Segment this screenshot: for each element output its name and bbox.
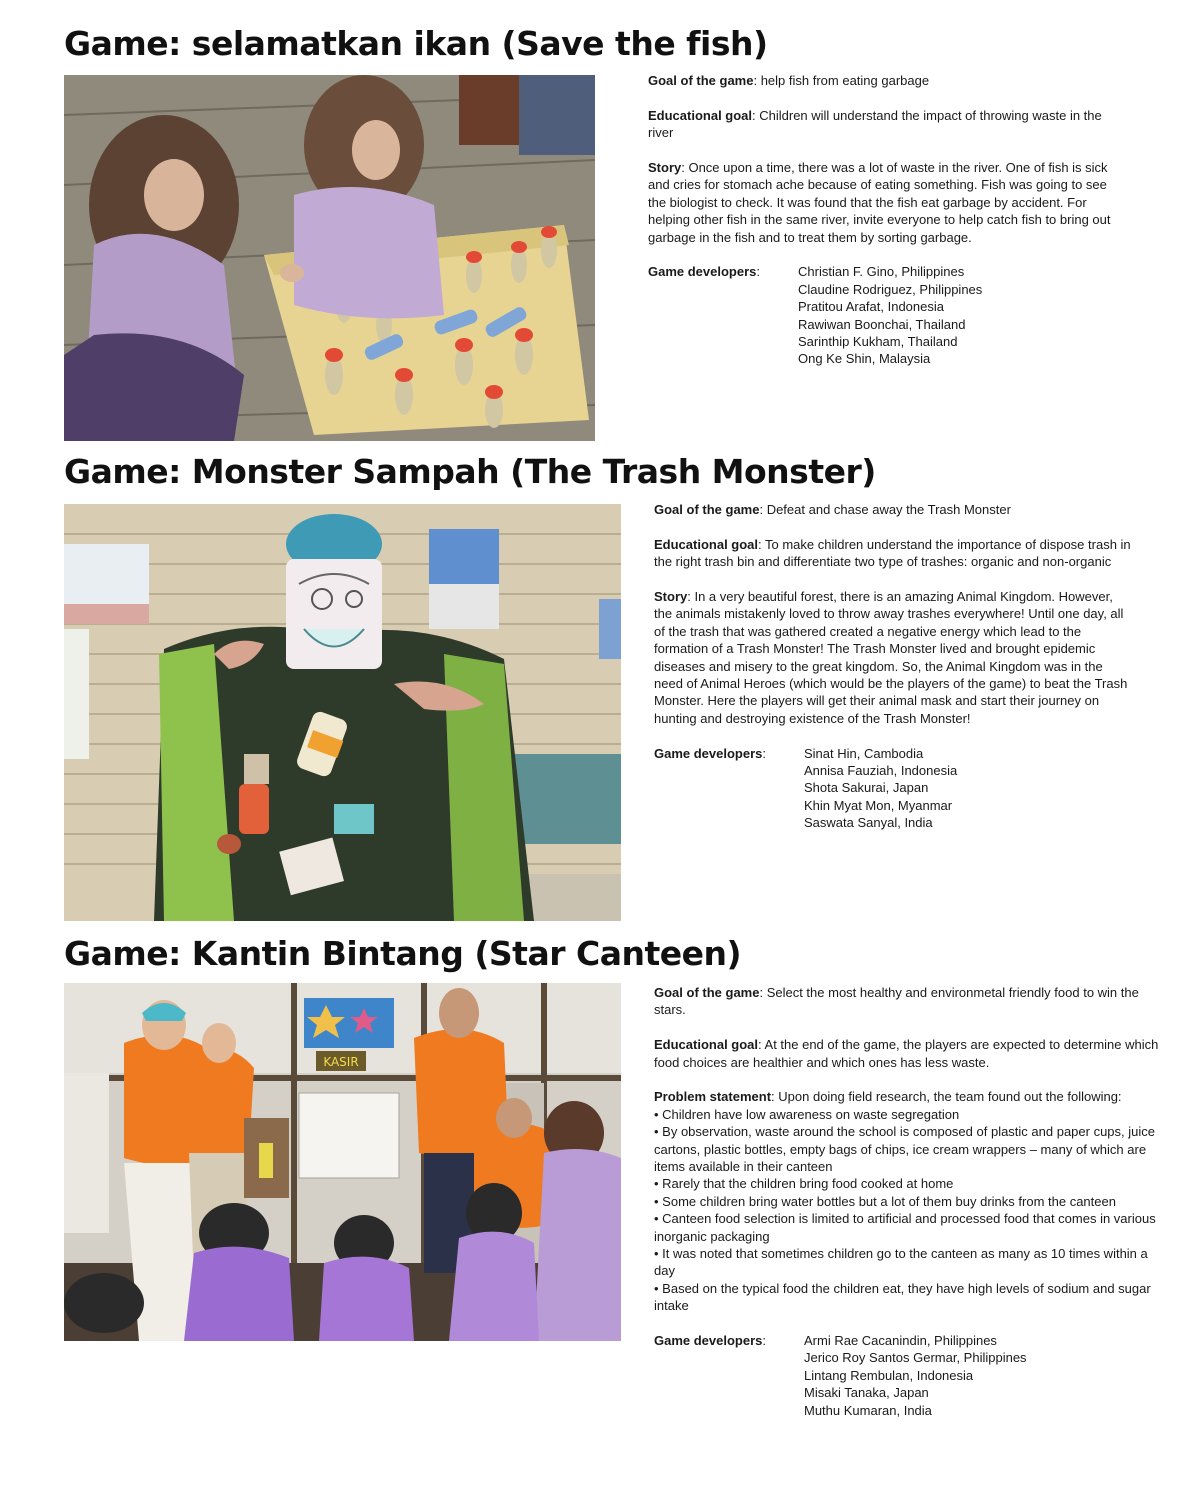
developer-name: Lintang Rembulan, Indonesia [804,1367,974,1383]
goal-label: Goal of the game [654,502,760,517]
goal-text: : Defeat and chase away the Trash Monster [759,502,1011,517]
goal-text: : Select the most healthy and environmetal friendly food to win the stars. [654,985,1139,1018]
developer-name: Saswata Sanyal, India [804,815,933,831]
story-text: : Once upon a time, there was a lot of waste in the river. One of fish is sick and cries for stomach ache because of eating something. Fish was going to see the biologist to check. It was found that the fish eat garbage by accident. For helping other fish in the same river, invite everyone to help catch fish to bring out garbage in the fish and to treat them by sorting garbage. [648,160,1111,245]
game-3-photo [64,983,621,1341]
game-1-description [648,72,1128,368]
developers-label: Game developers [654,1333,763,1349]
story-label: Story [648,160,682,175]
game-2-title: Game: Monster Sampah (The Trash Monster) [64,452,876,491]
educational-goal-label: Educational goal [648,107,753,123]
educational-goal-text: : To make children understand the importance of dispose trash in the right trash bin and differentiate two type of trashes: organic and non-organic [654,536,1131,570]
developer-name: Rawiwan Boonchai, Thailand [798,316,966,332]
developer-name: Misaki Tanaka, Japan [804,1385,929,1401]
game-3-description [654,984,1166,1419]
problem-statement-label: Problem statement [654,1089,772,1105]
developers-block [654,745,1134,832]
kasir-sign-text: KASIR [323,1055,359,1069]
bullet-item: • Rarely that the children bring food cooked at home [654,1176,954,1192]
game-2-photo [64,504,621,921]
developer-name: Sinat Hin, Cambodia [804,745,924,761]
story-label: Story [654,589,688,604]
developers-label: Game developers [648,264,757,280]
bullet-item: • Some children bring water bottles but a lot of them buy drinks from the canteen [654,1193,1116,1209]
game-3-title: Game: Kantin Bintang (Star Canteen) [64,934,742,973]
bullet-item: • Based on the typical food the children eat, they have high levels of sodium and sugar intake [654,1280,1151,1314]
educational-goal-label: Educational goal [654,1037,759,1053]
developer-name: Pratitou Arafat, Indonesia [798,299,944,315]
developer-name: Ong Ke Shin, Malaysia [798,351,931,367]
bullet-item: • By observation, waste around the school is composed of plastic and paper cups, juice cartons, plastic bottles, empty bags of chips, ice cream wrappers – many of which are items available in their canteen [654,1124,1156,1175]
goal-text: : help fish from eating garbage [753,73,930,88]
story-text: : In a very beautiful forest, there is an amazing Animal Kingdom. However, the animals mistakenly loved to throw away trashes everywhere! Until one day, all of the trash that was gathered created a negative energy which lead to the formation of a Trash Monster! The Trash Monster lived and brought epidemic diseases and misery to the great kingdom. So, the Animal Kingdom was in the need of Animal Heroes (which would be the players of the game) to beat the Trash Monster. Here the players will get their animal mask and start their journey on hunting and destroying existence of the Trash Monster! [654,589,1128,726]
developers-colon: : [756,264,761,280]
educational-goal-text: : At the end of the game, the players are expected to determine which food choices are healthier and which ones has less waste. [654,1037,1159,1070]
game-1-title: Game: selamatkan ikan (Save the fish) [64,24,768,63]
developer-name: Christian F. Gino, Philippines [798,264,965,280]
game-1-photo [64,75,595,441]
developers-block [654,1332,1166,1419]
educational-goal-text: : Children will understand the impact of throwing waste in the river [648,107,1102,141]
problem-statement-text: : Upon doing field research, the team found out the following: [771,1089,1122,1105]
bullet-item: • Children have low awareness on waste segregation [654,1106,960,1122]
developers-block [648,263,1128,367]
game-2-description [654,501,1134,832]
problem-bullets [654,1106,1166,1315]
bullet-item: • It was noted that sometimes children go to the canteen as many as 10 times within a day [654,1246,1148,1279]
developers-label: Game developers [654,745,763,761]
developer-name: Shota Sakurai, Japan [804,780,929,796]
educational-goal-label: Educational goal [654,536,759,552]
developer-name: Muthu Kumaran, India [804,1402,932,1418]
developers-colon: : [762,1333,767,1349]
developer-name: Claudine Rodriguez, Philippines [798,281,983,297]
developers-colon: : [762,745,767,761]
developer-name: Sarinthip Kukham, Thailand [798,334,958,350]
developers-list [798,263,982,367]
developer-name: Jerico Roy Santos Germar, Philippines [804,1350,1027,1366]
developers-list [804,1332,1027,1419]
developers-list [804,745,957,832]
developer-name: Khin Myat Mon, Myanmar [804,797,953,813]
developer-name: Armi Rae Cacanindin, Philippines [804,1333,997,1349]
developer-name: Annisa Fauziah, Indonesia [804,763,958,779]
bullet-item: • Canteen food selection is limited to artificial and processed food that comes in various inorganic packaging [654,1211,1156,1244]
goal-label: Goal of the game [654,985,760,1000]
goal-label: Goal of the game [648,73,754,88]
